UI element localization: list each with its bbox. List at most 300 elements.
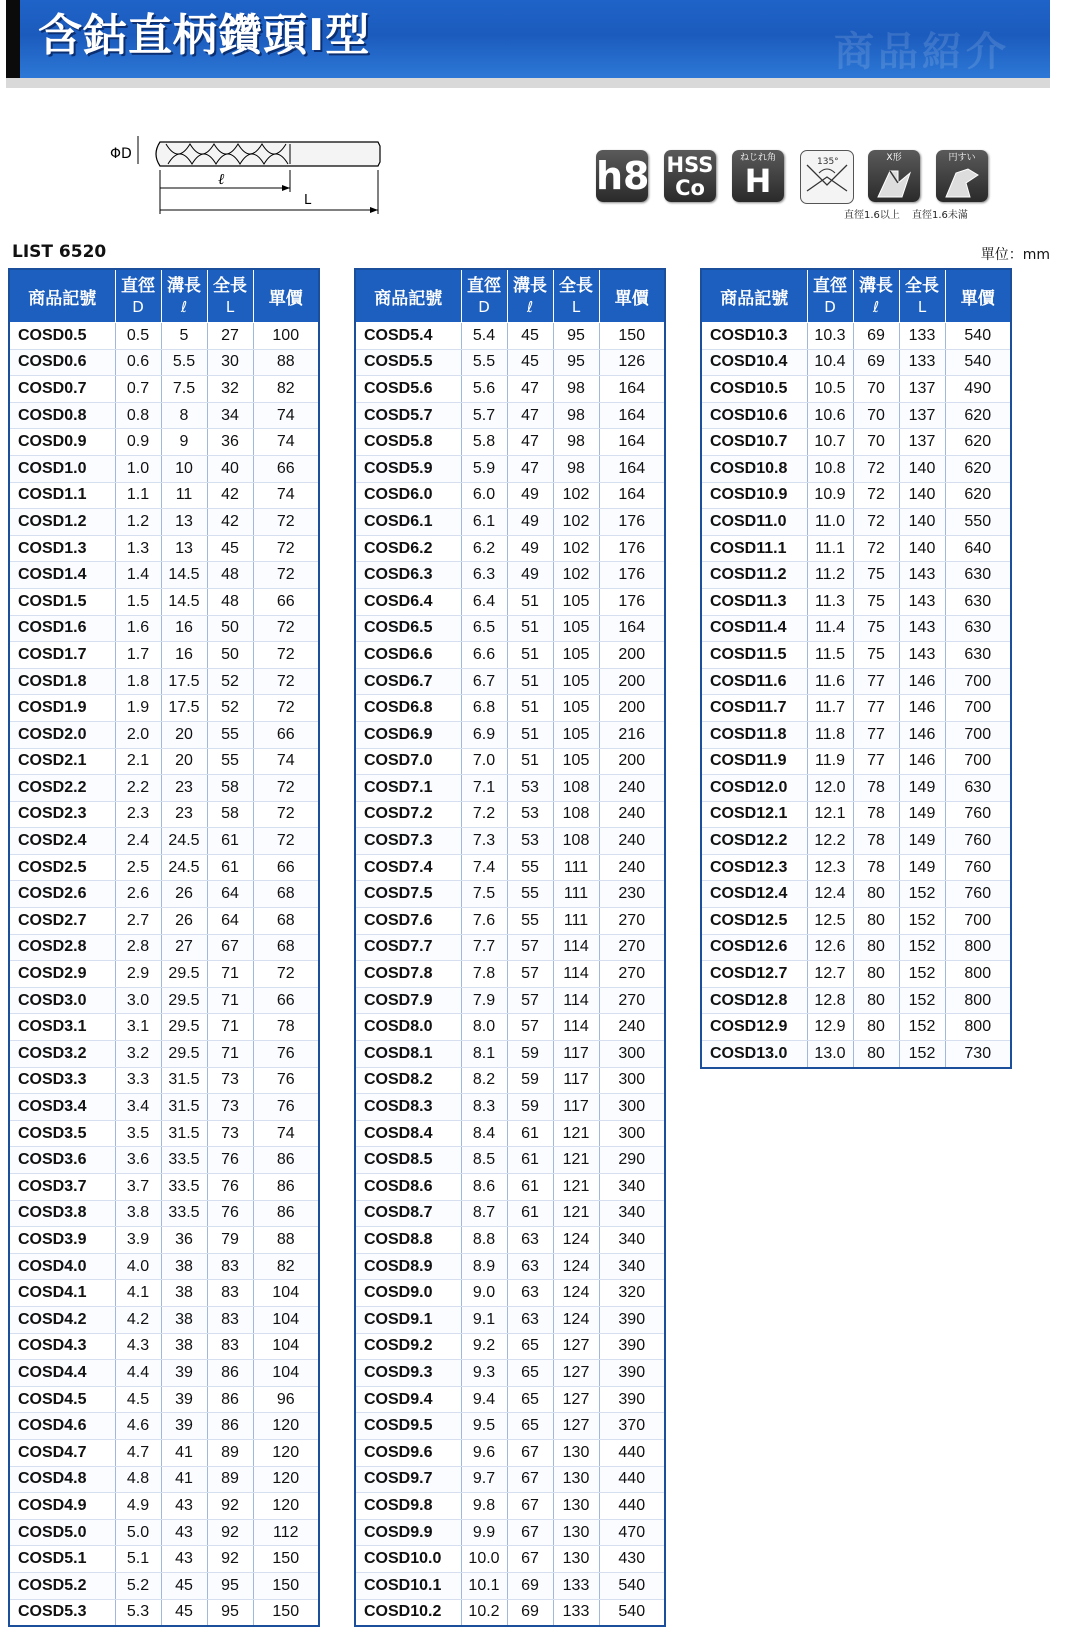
flute-length-cell: 70 [853,376,899,403]
product-code-cell: COSD4.3 [9,1333,115,1360]
price-cell: 630 [945,588,1011,615]
flute-length-cell: 38 [161,1306,207,1333]
table-row [355,1306,665,1333]
total-length-cell: 127 [553,1360,599,1387]
product-code-cell: COSD1.0 [9,455,115,482]
price-cell: 104 [253,1333,319,1360]
flute-length-cell: 77 [853,695,899,722]
price-cell: 66 [253,721,319,748]
product-code-cell: COSD9.5 [355,1413,461,1440]
diameter-cell: 8.2 [461,1067,507,1094]
total-length-cell: 127 [553,1386,599,1413]
price-cell: 390 [599,1386,665,1413]
product-code-cell: COSD6.3 [355,562,461,589]
col-header-diameter: 直徑 D [461,269,507,323]
total-length-cell: 108 [553,801,599,828]
price-cell: 74 [253,402,319,429]
diameter-cell: 4.8 [115,1466,161,1493]
diameter-cell: 2.4 [115,828,161,855]
total-length-cell: 108 [553,775,599,802]
product-code-cell: COSD12.6 [701,934,807,961]
price-cell: 164 [599,402,665,429]
total-length-cell: 137 [899,429,945,456]
table-row [355,349,665,376]
product-code-cell: COSD1.7 [9,642,115,669]
price-table-2 [354,268,666,1627]
banner-accent-bar [6,0,20,78]
flute-length-cell: 16 [161,642,207,669]
flute-length-cell: 69 [507,1599,553,1626]
flute-length-cell: 33.5 [161,1174,207,1201]
product-code-cell: COSD9.0 [355,1280,461,1307]
diameter-cell: 2.2 [115,775,161,802]
total-length-cell: 121 [553,1200,599,1227]
product-code-cell: COSD4.6 [9,1413,115,1440]
total-length-cell: 61 [207,828,253,855]
flute-length-cell: 77 [853,668,899,695]
price-cell: 68 [253,908,319,935]
total-length-cell: 152 [899,908,945,935]
price-cell: 112 [253,1519,319,1546]
point-angle-graphic [801,151,853,203]
table-row [355,1174,665,1201]
table-row [701,934,1011,961]
total-length-cell: 55 [207,721,253,748]
diameter-cell: 5.9 [461,455,507,482]
diameter-cell: 0.5 [115,323,161,350]
product-code-cell: COSD8.9 [355,1253,461,1280]
diameter-cell: 2.1 [115,748,161,775]
price-cell: 340 [599,1253,665,1280]
product-code-cell: COSD7.2 [355,801,461,828]
flute-length-cell: 51 [507,748,553,775]
flute-length-cell: 36 [161,1227,207,1254]
total-length-cell: 67 [207,934,253,961]
diameter-cell: 11.4 [807,615,853,642]
price-cell: 164 [599,455,665,482]
diameter-cell: 9.4 [461,1386,507,1413]
flute-length-cell: 78 [853,854,899,881]
price-cell: 150 [253,1599,319,1626]
price-cell: 540 [945,349,1011,376]
diameter-cell: 7.9 [461,987,507,1014]
flute-length-cell: 7.5 [161,376,207,403]
diameter-cell: 10.2 [461,1599,507,1626]
flute-length-cell: 59 [507,1094,553,1121]
table-row [355,402,665,429]
flute-length-cell: 31.5 [161,1067,207,1094]
price-cell: 200 [599,642,665,669]
table-row [355,1519,665,1546]
table-row [701,562,1011,589]
table-row [355,721,665,748]
flute-length-cell: 72 [853,509,899,536]
table-row [355,376,665,403]
flute-length-cell: 51 [507,721,553,748]
diameter-cell: 8.4 [461,1120,507,1147]
price-cell: 120 [253,1493,319,1520]
product-code-cell: COSD5.1 [9,1546,115,1573]
flute-length-cell: 5 [161,323,207,350]
table-row [9,748,319,775]
total-length-cell: 95 [553,349,599,376]
price-cell: 66 [253,854,319,881]
total-length-cell: 58 [207,775,253,802]
flute-length-cell: 16 [161,615,207,642]
price-cell: 620 [945,482,1011,509]
price-cell: 430 [599,1546,665,1573]
product-code-cell: COSD1.1 [9,482,115,509]
price-cell: 72 [253,668,319,695]
price-cell: 340 [599,1174,665,1201]
product-code-cell: COSD3.5 [9,1120,115,1147]
product-code-cell: COSD10.1 [355,1572,461,1599]
total-length-cell: 114 [553,961,599,988]
price-cell: 176 [599,509,665,536]
total-length-cell: 152 [899,961,945,988]
diameter-cell: 12.4 [807,881,853,908]
product-code-cell: COSD10.2 [355,1599,461,1626]
diameter-cell: 1.6 [115,615,161,642]
product-code-cell: COSD2.6 [9,881,115,908]
table-row [355,881,665,908]
product-code-cell: COSD12.8 [701,987,807,1014]
flute-length-cell: 39 [161,1360,207,1387]
product-code-cell: COSD8.0 [355,1014,461,1041]
total-length-cell: 111 [553,854,599,881]
price-cell: 240 [599,828,665,855]
product-code-cell: COSD1.3 [9,535,115,562]
price-cell: 240 [599,1014,665,1041]
diameter-cell: 11.2 [807,562,853,589]
product-code-cell: COSD0.7 [9,376,115,403]
diameter-cell: 12.1 [807,801,853,828]
table-row [355,323,665,350]
hss-co-icon [664,150,716,202]
flute-length-cell: 78 [853,801,899,828]
table-row [9,509,319,536]
total-length-cell: 143 [899,642,945,669]
table-row [355,1147,665,1174]
price-cell: 72 [253,695,319,722]
diameter-cell: 5.2 [115,1572,161,1599]
product-code-cell: COSD5.9 [355,455,461,482]
price-cell: 240 [599,854,665,881]
product-code-cell: COSD2.1 [9,748,115,775]
price-cell: 150 [253,1546,319,1573]
price-cell: 300 [599,1067,665,1094]
total-length-cell: 143 [899,588,945,615]
total-length-cell: 140 [899,455,945,482]
price-cell: 66 [253,588,319,615]
price-cell: 72 [253,509,319,536]
product-code-cell: COSD11.2 [701,562,807,589]
table-row [355,854,665,881]
product-code-cell: COSD0.8 [9,402,115,429]
table-row [355,615,665,642]
table-row [9,828,319,855]
flute-length-cell: 39 [161,1386,207,1413]
table-row [355,1200,665,1227]
product-code-cell: COSD2.4 [9,828,115,855]
product-code-cell: COSD10.5 [701,376,807,403]
diameter-cell: 11.9 [807,748,853,775]
product-code-cell: COSD8.3 [355,1094,461,1121]
flute-length-cell: 80 [853,908,899,935]
point-angle-icon [800,150,854,204]
total-length-cell: 127 [553,1333,599,1360]
flute-length-cell: 55 [507,881,553,908]
total-length-cell: 73 [207,1067,253,1094]
product-code-cell: COSD12.7 [701,961,807,988]
product-code-cell: COSD10.9 [701,482,807,509]
price-cell: 82 [253,376,319,403]
table-row [355,1413,665,1440]
flute-length-cell: 41 [161,1439,207,1466]
product-code-cell: COSD12.5 [701,908,807,935]
product-code-cell: COSD11.5 [701,642,807,669]
table-row [355,1386,665,1413]
table-row [355,429,665,456]
diameter-cell: 2.7 [115,908,161,935]
flute-length-cell: 29.5 [161,1041,207,1068]
price-cell: 270 [599,934,665,961]
diameter-cell: 10.0 [461,1546,507,1573]
table-row [701,642,1011,669]
total-length-cell: 105 [553,721,599,748]
material-line1: HSS [666,153,714,177]
product-code-cell: COSD2.0 [9,721,115,748]
total-length-cell: 149 [899,854,945,881]
total-length-cell: 92 [207,1493,253,1520]
product-code-cell: COSD3.3 [9,1067,115,1094]
table-row [9,1120,319,1147]
diameter-cell: 9.3 [461,1360,507,1387]
total-length-cell: 149 [899,828,945,855]
diameter-cell: 7.4 [461,854,507,881]
flute-length-cell: 80 [853,987,899,1014]
diameter-cell: 11.6 [807,668,853,695]
diameter-cell: 8.1 [461,1041,507,1068]
flute-length-cell: 80 [853,881,899,908]
col-header-diameter: 直徑 D [807,269,853,323]
price-cell: 76 [253,1094,319,1121]
diameter-cell: 12.9 [807,1014,853,1041]
price-cell: 370 [599,1413,665,1440]
diameter-cell: 1.3 [115,535,161,562]
diameter-cell: 6.8 [461,695,507,722]
table-row [9,429,319,456]
total-length-cell: 71 [207,1041,253,1068]
table-row [9,402,319,429]
flute-length-cell: 77 [853,748,899,775]
product-code-cell: COSD7.7 [355,934,461,961]
flute-length-label: ℓ [218,170,225,188]
diameter-cell: 1.1 [115,482,161,509]
table-row [701,854,1011,881]
price-cell: 104 [253,1306,319,1333]
price-cell: 176 [599,588,665,615]
table-row [701,429,1011,456]
price-table-3 [700,268,1012,1069]
diameter-cell: 1.0 [115,455,161,482]
price-cell: 68 [253,881,319,908]
diameter-cell: 0.7 [115,376,161,403]
total-length-cell: 105 [553,748,599,775]
total-length-cell: 137 [899,402,945,429]
price-cell: 630 [945,775,1011,802]
table-row [9,376,319,403]
diameter-cell: 12.0 [807,775,853,802]
table-header-row [355,269,665,323]
twist-angle-icon [732,150,784,202]
diameter-cell: 9.0 [461,1280,507,1307]
total-length-cell: 92 [207,1519,253,1546]
product-code-cell: COSD11.0 [701,509,807,536]
col-header-flute: 溝長 ℓ [507,269,553,323]
flute-length-cell: 57 [507,961,553,988]
total-length-cell: 117 [553,1067,599,1094]
total-length-cell: 124 [553,1227,599,1254]
diameter-cell: 8.6 [461,1174,507,1201]
table-row [9,1386,319,1413]
total-length-cell: 121 [553,1174,599,1201]
total-length-cell: 83 [207,1306,253,1333]
product-code-cell: COSD1.6 [9,615,115,642]
price-cell: 390 [599,1306,665,1333]
table-row [9,1360,319,1387]
total-length-cell: 52 [207,668,253,695]
table-row [9,934,319,961]
table-row [701,615,1011,642]
price-cell: 270 [599,987,665,1014]
total-length-cell: 152 [899,1041,945,1068]
diameter-cell: 7.0 [461,748,507,775]
diameter-cell: 1.9 [115,695,161,722]
total-length-cell: 146 [899,748,945,775]
price-cell: 74 [253,1120,319,1147]
price-cell: 74 [253,429,319,456]
price-cell: 700 [945,668,1011,695]
total-length-cell: 111 [553,908,599,935]
price-cell: 176 [599,535,665,562]
flute-length-cell: 63 [507,1280,553,1307]
table-row [9,854,319,881]
flute-length-cell: 38 [161,1333,207,1360]
table-row [701,1041,1011,1068]
product-code-cell: COSD5.0 [9,1519,115,1546]
product-code-cell: COSD12.1 [701,801,807,828]
diameter-cell: 4.2 [115,1306,161,1333]
h8-tolerance-icon [596,150,648,202]
product-code-cell: COSD6.6 [355,642,461,669]
diameter-cell: 11.1 [807,535,853,562]
flute-length-cell: 51 [507,642,553,669]
diameter-cell: 4.5 [115,1386,161,1413]
diameter-cell: 4.0 [115,1253,161,1280]
total-length-cell: 40 [207,455,253,482]
col-header-code: 商品記號 [701,269,807,323]
table-row [9,535,319,562]
price-cell: 88 [253,1227,319,1254]
diameter-cell: 12.5 [807,908,853,935]
price-cell: 440 [599,1466,665,1493]
total-length-cell: 98 [553,402,599,429]
col-header-total: 全長 L [899,269,945,323]
total-length-cell: 105 [553,615,599,642]
diameter-cell: 11.8 [807,721,853,748]
diameter-cell: 9.8 [461,1493,507,1520]
tolerance-text: h8 [596,154,650,198]
price-cell: 490 [945,376,1011,403]
product-code-cell: COSD7.5 [355,881,461,908]
total-length-cell: 102 [553,482,599,509]
product-code-cell: COSD11.7 [701,695,807,722]
diameter-cell: 1.5 [115,588,161,615]
banner-watermark: 商品紹介 [834,29,1010,75]
table-row [9,987,319,1014]
product-code-cell: COSD5.2 [9,1572,115,1599]
total-length-cell: 92 [207,1546,253,1573]
flute-length-cell: 43 [161,1493,207,1520]
product-code-cell: COSD9.7 [355,1466,461,1493]
table-row [355,1094,665,1121]
total-length-cell: 98 [553,376,599,403]
page-title: 含鈷直柄鑽頭I型 [38,10,371,61]
table-row [355,1120,665,1147]
table-row [701,376,1011,403]
price-cell: 630 [945,615,1011,642]
flute-length-cell: 47 [507,402,553,429]
table-row [9,588,319,615]
table-row [701,535,1011,562]
product-code-cell: COSD6.0 [355,482,461,509]
flute-length-cell: 78 [853,828,899,855]
product-code-cell: COSD6.4 [355,588,461,615]
table-row [9,323,319,350]
price-cell: 120 [253,1466,319,1493]
price-cell: 640 [945,535,1011,562]
table-row [9,615,319,642]
product-code-cell: COSD1.9 [9,695,115,722]
total-length-cell: 27 [207,323,253,350]
diameter-cell: 2.9 [115,961,161,988]
flute-length-cell: 59 [507,1041,553,1068]
product-code-cell: COSD12.0 [701,775,807,802]
price-cell: 164 [599,615,665,642]
flute-length-cell: 77 [853,721,899,748]
total-length-cell: 45 [207,535,253,562]
total-length-cell: 58 [207,801,253,828]
flute-length-cell: 27 [161,934,207,961]
x-caption: X形 [886,153,902,163]
table-row [355,455,665,482]
product-code-cell: COSD6.5 [355,615,461,642]
diameter-cell: 8.0 [461,1014,507,1041]
price-cell: 630 [945,642,1011,669]
total-length-cell: 83 [207,1253,253,1280]
total-length-cell: 117 [553,1041,599,1068]
price-cell: 72 [253,562,319,589]
flute-length-cell: 5.5 [161,349,207,376]
col-header-code: 商品記號 [355,269,461,323]
diameter-cell: 4.7 [115,1439,161,1466]
spec-badges [596,150,1016,230]
flute-length-cell: 43 [161,1519,207,1546]
product-code-cell: COSD5.7 [355,402,461,429]
product-code-cell: COSD12.9 [701,1014,807,1041]
diameter-cell: 9.1 [461,1306,507,1333]
